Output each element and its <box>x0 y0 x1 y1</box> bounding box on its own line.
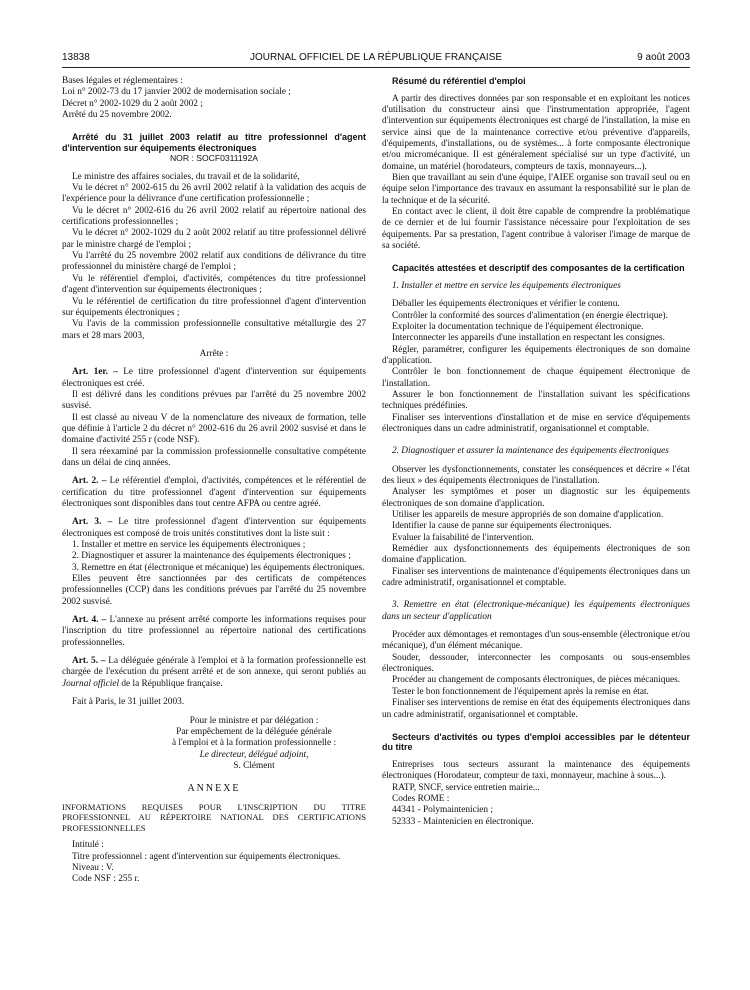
visa-paragraph: Le ministre des affaires sociales, du travail et de la solidarité, <box>72 171 300 182</box>
article-paragraph: Il est délivré dans les conditions prévues par l'arrêté du 25 novembre 2002 susvisé. <box>62 389 366 412</box>
capacity-item: Interconnecter les appareils d'une installation en respectant les consignes. <box>392 333 665 344</box>
visa-paragraph: Vu le référentiel de certification du titre professionnel d'agent d'intervention sur équipements électroniques ; <box>62 296 366 318</box>
capacity-item: Procéder aux démontages et remontages d'un sous-ensemble (électronique et/ou mécanique), d'un élément mécanique. <box>382 630 690 652</box>
legal-bases-line: Décret n° 2002-1029 du 2 août 2002 ; <box>62 98 203 109</box>
secteurs-paragraph: Entreprises tous secteurs assurant la maintenance des équipements électroniques (Horodateur, compteur de taxi, monnayeur, machine à sous...). <box>382 759 690 782</box>
article-1-label: Art. 1er. – <box>72 367 118 378</box>
article-1 <box>62 367 366 390</box>
visa-paragraph: Vu le décret n° 2002-616 du 26 avril 2002 relatif au répertoire national des certifications professionnelles ; <box>62 205 366 228</box>
capacity-item: Evaluer la faisabilité de l'intervention. <box>392 532 534 543</box>
section-1-title: 1. Installer et mettre en service les équipements électroniques <box>392 280 621 291</box>
resume-paragraph: En contact avec le client, il doit être capable de comprendre la problématique de ce dernier et de lui fournir l'assistance nécessaire pour l'exploitation de ses équipements. Par sa prestation, l'agent contribue à valoriser l'image de marque de sa société. <box>382 206 690 251</box>
legal-bases-line: Arrêté du 25 novembre 2002. <box>62 110 172 121</box>
article-3 <box>62 517 366 540</box>
article-3-text: Le titre professionnel d'agent d'intervention sur équipements électroniques est composé de trois unités constitutives dont la liste suit : <box>62 517 367 539</box>
visa-paragraph: Vu l'avis de la commission professionnelle consultative métallurgie des 27 mars et 28 mars 2003, <box>62 319 366 341</box>
article-2-label: Art. 2. – <box>72 476 107 487</box>
fait-a-paris: Fait à Paris, le 31 juillet 2003. <box>72 697 185 708</box>
arrete-word: Arrête : <box>199 348 229 359</box>
article-1-text: Le titre professionnel d'agent d'intervention sur équipements électroniques est créé. <box>62 367 366 389</box>
capacity-item: Observer les dysfonctionnements, constater les conséquences et décrire « l'état des lieux » des équipements électroniques de l'installation. <box>382 464 690 486</box>
article-2 <box>62 476 366 510</box>
annexe-heading: ANNEXE <box>187 783 241 795</box>
page-number: 13838 <box>62 52 90 63</box>
signature-role: Le directeur, délégué adjoint, <box>199 749 309 760</box>
capacity-item: Contrôler la conformité des sources d'alimentation (en énergie électrique). <box>392 310 668 321</box>
article-4-text: L'annexe au présent arrêté comporte les informations requises pour l'inscription du titre professionnel au répertoire national des certifications professionnelles. <box>62 615 367 648</box>
capacity-item: Analyser les symptômes et poser un diagnostic sur les équipements électroniques de son domaine d'application. <box>382 487 690 509</box>
capacity-item: Déballer les équipements électroniques et vérifier le contenu. <box>392 299 620 310</box>
nor-reference: NOR : SOCF0311192A <box>169 153 259 164</box>
capacity-item: Exploiter la documentation technique de l'équipement électronique. <box>392 321 644 332</box>
unit-list-item: 2. Diagnostiquer et assurer la maintenance des équipements électroniques ; <box>72 551 351 562</box>
visa-paragraph: Vu l'arrêté du 25 novembre 2002 relatif aux conditions de délivrance du titre professionnel du ministère chargé de l'emploi ; <box>62 251 366 273</box>
article-paragraph: Elles peuvent être sanctionnées par des certificats de compétences professionnelles (CCP) dans les conditions prévues par l'arrêté du 25 novembre 2002 susvisé. <box>62 574 366 607</box>
visa-paragraph: Vu le référentiel d'emploi, d'activités, compétences du titre professionnel d'agent d'intervention sur équipements électroniques ; <box>62 273 366 296</box>
rome-code-item: 44341 - Polymaintenicien ; <box>392 805 493 816</box>
capacity-item: Finaliser ses interventions d'installation et de mise en service d'équipements électroniques dans un cadre administratif, organisationnel et comptable. <box>382 412 690 434</box>
resume-paragraph: Bien que travaillant au sein d'une équipe, l'AIEE organise son travail seul ou en équipe selon l'importance des travaux en assumant la responsabilité sur le plan de la technique et de la sécurité. <box>382 172 690 206</box>
capacity-item: Régler, paramétrer, configurer les équipements électroniques de son domaine d'application. <box>382 344 690 366</box>
article-5-text-b: de la République française. <box>119 678 223 689</box>
section-2-title: 2. Diagnostiquer et assurer la maintenance des équipements électroniques <box>392 446 669 457</box>
capacity-item: Assurer le bon fonctionnement de l'installation suivant les spécifications techniques prédéfinies. <box>382 389 690 412</box>
right-column <box>382 76 690 828</box>
article-2-text: Le référentiel d'emploi, d'activités, compétences et le référentiel de certification du titre professionnel d'agent d'intervention sur équipements électroniques sont disponibles dans tout centre AFPA ou centre agréé. <box>62 476 367 509</box>
intitule-line: Code NSF : 255 r. <box>72 874 140 885</box>
article-3-label: Art. 3. – <box>72 517 113 528</box>
arrete-title: Arrêté du 31 juillet 2003 relatif au titre professionnel d'agent d'intervention sur équipements électroniques <box>62 132 366 153</box>
article-paragraph: Il est classé au niveau V de la nomenclature des niveaux de formation, telle que définie à l'article 2 du décret n° 2002-616 du 26 avril 2002 susvisé et dans le domaine d'activité 255 r (code NSF). <box>62 412 366 446</box>
capacity-item: Finaliser ses interventions de maintenance d'équipements électroniques dans un cadre administratif, organisationnel et comptable. <box>382 566 690 589</box>
article-4-label: Art. 4. – <box>72 615 107 626</box>
signature-line: Par empêchement de la déléguée générale <box>176 726 332 737</box>
legal-bases-line: Bases légales et réglementaires : <box>62 76 183 86</box>
capacity-item: Utiliser les appareils de mesure appropriés de son domaine d'application. <box>392 510 664 520</box>
visa-paragraph: Vu le décret n° 2002-1029 du 2 août 2002 relatif au titre professionnel délivré par le ministre chargé de l'emploi ; <box>62 228 366 250</box>
rome-code-item: 52333 - Maintenicien en électronique. <box>392 816 534 827</box>
issue-date: 9 août 2003 <box>637 52 690 63</box>
unit-list-item: 1. Installer et mettre en service les équipements électroniques ; <box>72 540 306 551</box>
intitule-line: Titre professionnel : agent d'intervention sur équipements électroniques. <box>72 851 341 862</box>
capacity-item: Procéder au changement de composants électroniques, de pièces mécaniques. <box>392 675 681 686</box>
capacites-title: Capacités attestées et descriptif des composantes de la certification <box>392 263 685 274</box>
secteurs-paragraph: RATP, SNCF, service entretien mairie... <box>392 782 540 793</box>
section-3-title: 3. Remettre en état (électronique-mécanique) les équipements électroniques dans un secteur d'application <box>382 600 690 622</box>
article-4 <box>62 615 366 649</box>
article-paragraph: Il sera réexaminé par la commission professionnelle consultative compétente dans un délai de cinq années. <box>62 446 366 468</box>
article-5 <box>62 656 366 690</box>
journal-officiel-ref: Journal officiel <box>62 678 120 689</box>
intitule-line: Intitulé : <box>72 840 104 851</box>
capacity-item: Tester le bon fonctionnement de l'équipement après la remise en état. <box>392 686 649 697</box>
unit-list-item: 3. Remettre en état (électronique et mécanique) les équipements électroniques. <box>72 562 365 573</box>
visa-paragraph: Vu le décret n° 2002-615 du 26 avril 2002 relatif à la validation des acquis de l'expérience pour la délivrance d'une certification professionnelle ; <box>62 183 366 205</box>
capacity-item: Finaliser ses interventions de remise en état des équipements électroniques dans un cadre administratif, organisationnel et comptable. <box>382 698 690 720</box>
capacity-item: Identifier la cause de panne sur équipements électroniques. <box>392 521 612 532</box>
resume-paragraph: A partir des directives données par son responsable et en exploitant les notices d'utilisation du constructeur ainsi que l'instrumentation appropriée, l'agent d'intervention sur équipements électroniques est chargé de l'installation, la mise en service ainsi que de la maintenance corrective et/ou préventive d'appareils, d'équipements, d'installations, ou de systèmes... à forte composante électronique et/ou micromécanique. Il est généralement spécialisé sur un type d'activité, un domaine, un matériel (horodateurs, compteurs de taxis, monnayeurs...). <box>382 93 690 172</box>
secteurs-title: Secteurs d'activités ou types d'emploi accessibles par le détenteur du titre <box>382 731 690 753</box>
capacity-item: Souder, dessouder, interconnecter les composants ou sous-ensembles électroniques. <box>382 652 690 675</box>
journal-title: JOURNAL OFFICIEL DE LA RÉPUBLIQUE FRANÇAISE <box>249 52 503 63</box>
annexe-title: INFORMATIONS REQUISES POUR L'INSCRIPTION DU TITRE PROFESSIONNEL AU RÉPERTOIRE NATIONAL DES CERTIFICATIONS PROFESSIONNELLES <box>62 801 366 833</box>
signature-line: à l'emploi et à la formation professionnelle : <box>171 738 337 749</box>
resume-title: Résumé du référentiel d'emploi <box>392 76 526 86</box>
article-5-label: Art. 5. – <box>72 656 106 667</box>
article-5-text-a: La déléguée générale à l'emploi et à la formation professionnelle est chargée de l'exécution du présent arrêté et de son annexe, qui seront publiés au <box>62 656 367 678</box>
legal-bases-line: Loi n° 2002-73 du 17 janvier 2002 de modernisation sociale ; <box>62 87 291 98</box>
intitule-line: Niveau : V. <box>72 863 114 874</box>
capacity-item: Remédier aux dysfonctionnements des équipements électroniques de son domaine d'application. <box>382 544 690 566</box>
signature-line: Pour le ministre et par délégation : <box>189 715 319 726</box>
left-column <box>62 76 366 886</box>
page-header <box>62 52 690 66</box>
header-rule <box>62 67 690 68</box>
signatory-name: S. Clément <box>233 760 275 771</box>
rome-codes-label: Codes ROME : <box>392 793 450 804</box>
capacity-item: Contrôler le bon fonctionnement de chaque équipement électronique de l'installation. <box>382 367 690 389</box>
